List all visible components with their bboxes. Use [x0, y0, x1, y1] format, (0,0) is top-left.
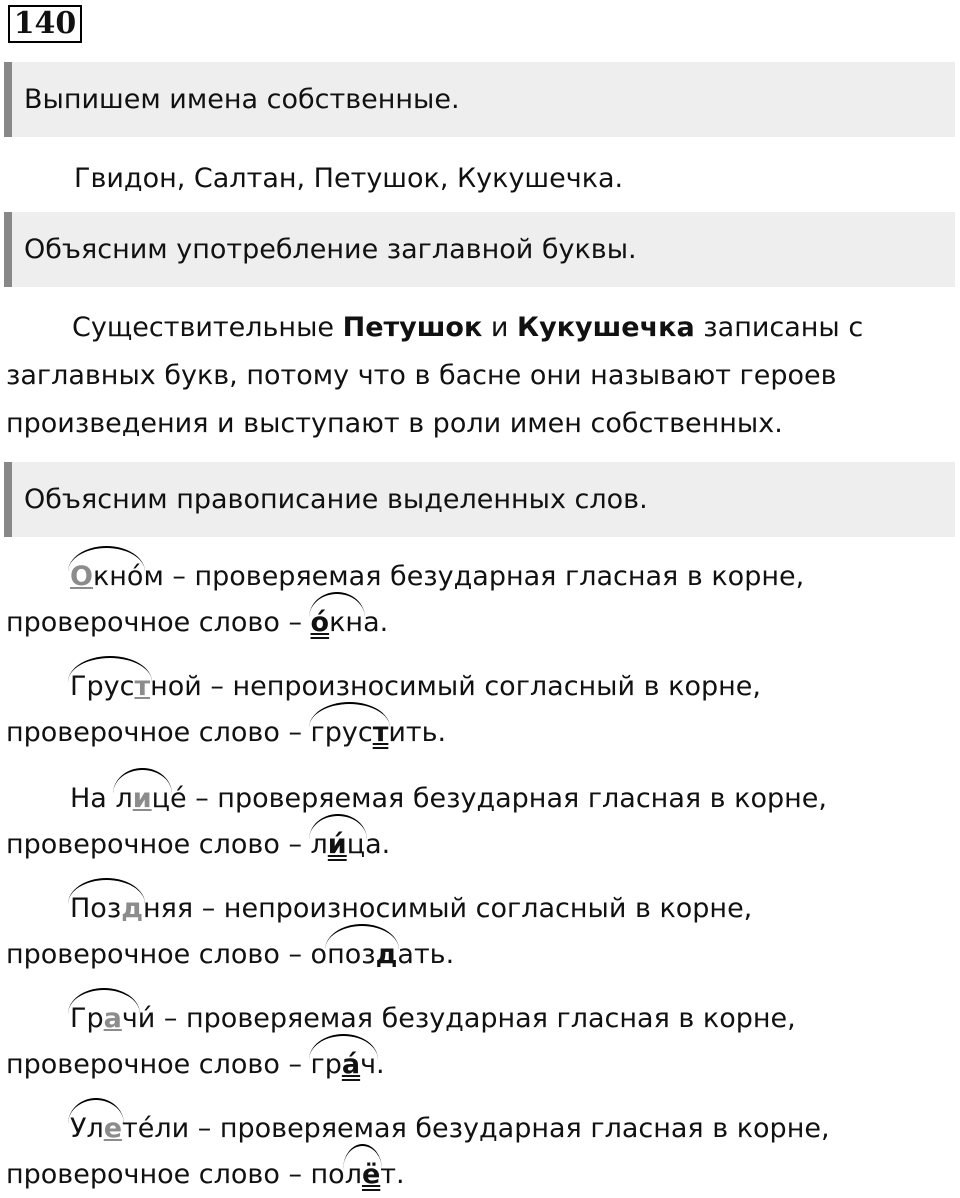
root-mark: о́кн: [310, 607, 364, 638]
check-word-line: проверочное слово – опоздать.: [6, 939, 455, 970]
check-letter: и́: [327, 829, 347, 860]
check-letter: а́: [341, 1049, 361, 1080]
exercise-number: 140: [8, 5, 82, 43]
root-mark: груст: [310, 717, 389, 748]
item-line: На лице́ – проверяемая безударная гласная в корне,: [70, 783, 827, 814]
root-mark: Грач: [70, 1003, 138, 1034]
orthogram-letter: а: [103, 1003, 122, 1034]
root-mark: лё: [344, 1159, 381, 1190]
item-line: Грачи́ – проверяемая безударная гласная в корне,: [70, 1003, 796, 1034]
check-word-line: проверочное слово – ли́ца.: [6, 829, 391, 860]
word-petushok: Петушок: [342, 312, 483, 343]
check-letter: д: [375, 939, 398, 970]
item-line: Окно́м – проверяемая безударная гласная в корне,: [70, 561, 805, 592]
root-mark: позд: [327, 939, 398, 970]
root-mark: ли́ц: [310, 829, 366, 860]
root-mark: Окно́: [70, 561, 144, 592]
check-word-line: проверочное слово – грустить.: [6, 717, 447, 748]
orthogram-letter: е: [103, 1113, 123, 1144]
task2-explanation: Существительные Петушок и Кукушечка записаны с заглавных букв, потому что в басне они называют героев произведения и выступают в роли имен собственных.: [6, 312, 864, 439]
root-mark: Позд: [70, 893, 143, 924]
item-line: Грустной – непроизносимый согласный в корне,: [70, 671, 761, 702]
check-letter: ё: [361, 1159, 381, 1190]
check-word-line: проверочное слово – о́кна.: [6, 607, 389, 638]
item-line: Поздняя – непроизносимый согласный в корне,: [70, 893, 753, 924]
task2-header: Объясним употребление заглавной буквы.: [4, 212, 955, 287]
root-mark: лиц: [115, 783, 171, 814]
item-line: Улете́ли – проверяемая безударная гласная в корне,: [70, 1113, 830, 1144]
orthogram-letter: О: [70, 561, 93, 592]
root-mark: Уле: [70, 1113, 123, 1144]
orthogram-letter: т: [134, 671, 151, 702]
orthogram-letter: д: [121, 893, 143, 924]
check-word-line: проверочное слово – полёт.: [6, 1159, 405, 1190]
word-kukushechka: Кукушечка: [517, 312, 695, 343]
task1-answer: Гвидон, Салтан, Петушок, Кукушечка.: [74, 163, 624, 194]
root-mark: Груст: [70, 671, 151, 702]
check-word-line: проверочное слово – гра́ч.: [6, 1049, 385, 1080]
task1-header: Выпишем имена собственные.: [4, 62, 955, 137]
root-mark: гра́ч: [310, 1049, 377, 1080]
check-letter: т: [372, 717, 389, 748]
task3-header: Объясним правописание выделенных слов.: [4, 462, 955, 537]
check-letter: о́: [310, 607, 330, 638]
orthogram-letter: и: [132, 783, 152, 814]
